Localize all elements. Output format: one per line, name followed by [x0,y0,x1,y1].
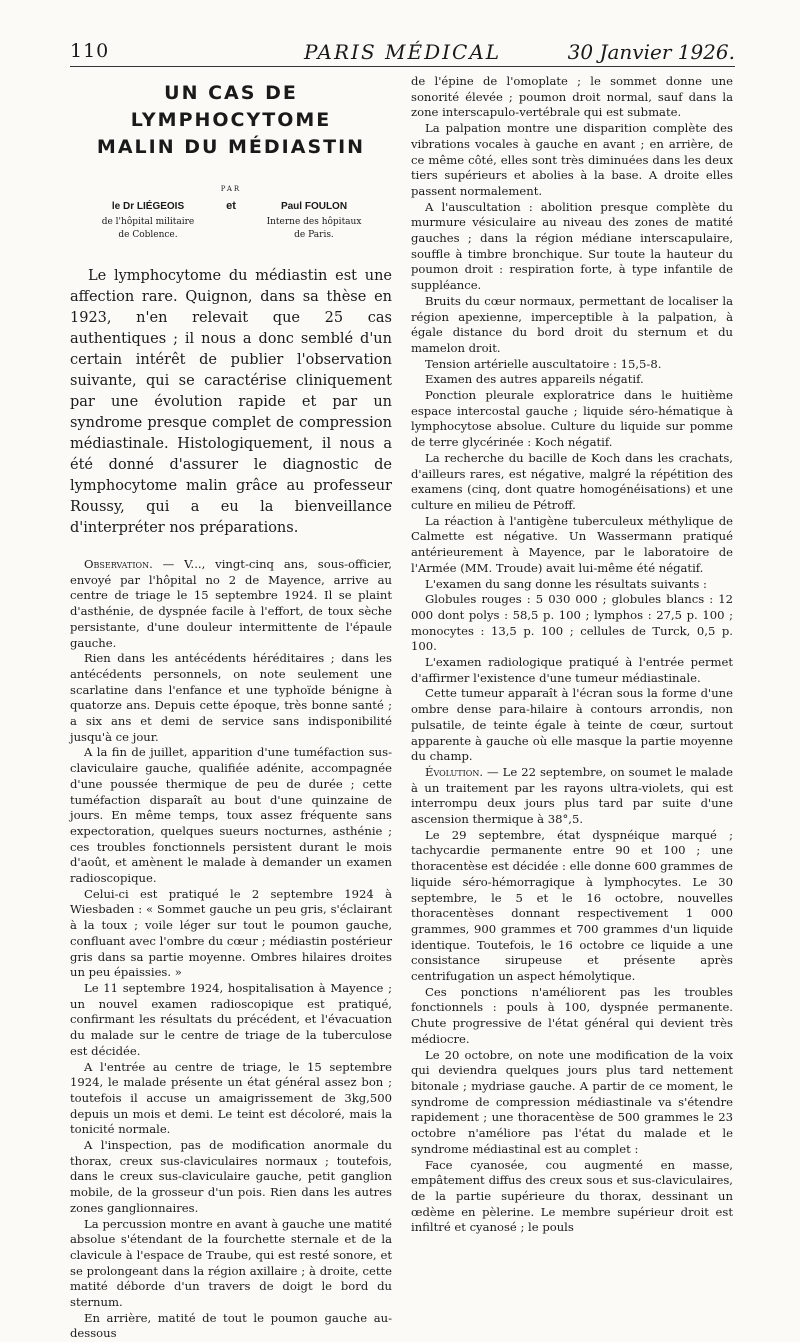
evolution-paragraph [411,765,733,828]
byline-par: PAR [220,185,242,193]
paragraph: L'examen radiologique pratiqué à l'entrée permet d'affirmer l'existence d'une tumeur médiastinale. [411,655,733,685]
paragraph: Globules rouges : 5 030 000 ; globules blancs : 12 000 dont polys : 58,5 p. 100 ; lymphos : 27,5 p. 100 ; monocytes : 13,5 p. 100 ; cellules de Turck, 0,5 p. 100. [411,592,733,654]
paragraph: La percussion montre en avant à gauche une matité absolue s'étendant de la fourchette sternale et de la clavicule à l'espace de Traube, qui est resté sonore, et se prolongeant dans la région axillaire ; à droite, cette matité déborde d'un travers de doigt le bord du sternum. [70,1216,392,1310]
observation-paragraph [70,557,392,651]
issue-date: 30 Janvier 1926. [567,40,735,64]
paragraph: En arrière, matité de tout le poumon gauche au-dessous [70,1310,392,1341]
paragraph: Tension artérielle auscultatoire : 15,5-8. [425,356,662,371]
paragraph: Examen des autres appareils négatif. [425,372,644,387]
authors [70,201,392,242]
paragraph: Face cyanosée, cou augmenté en masse, empâtement diffus des creux sous et sus-claviculaires, de la partie supérieure du thorax, dessinant un œdème en pèlerine. Le membre supérieur droit est infiltré et cyanosé ; le pouls [411,1157,733,1235]
paragraph: de l'épine de l'omoplate ; le sommet donne une sonorité élevée ; poumon droit normal, sauf dans la zone interscapulo-vertébrale qui est submate. [411,74,733,120]
paragraph: Ces ponctions n'améliorent pas les troubles fonctionnels : pouls à 100, dyspnée permanente. Chute progressive de l'état général qui devient très médiocre. [411,984,733,1046]
paragraph: A la fin de juillet, apparition d'une tuméfaction sus-claviculaire gauche, qualifiée adénite, accompagnée d'une poussée thermique de peu de durée ; cette tuméfaction disparaît au bout d'une quinzaine de jours. En même temps, toux assez fréquente sans expectoration, quelques sueurs nocturnes, asthénie ; ces troubles fonctionnels persistent durant le mois d'août, et amènent le malade à demander un examen radioscopique. [70,745,392,886]
authors-conjunction: et [226,200,236,212]
paragraph: Le 11 septembre 1924, hospitalisation à Mayence ; un nouvel examen radioscopique est pratiqué, confirmant les résultats du précédent, et l'évacuation du malade sur le centre de triage de la tuberculose est décidée. [70,980,392,1058]
paragraph: Ponction pleurale exploratrice dans le huitième espace intercostal gauche ; liquide séro-hématique à lymphocytose absolue. Culture du liquide sur pomme de terre glycérinée : Koch négatif. [411,388,733,450]
right-column [411,74,733,1236]
observation-text: — V..., vingt-cinq ans, sous-officier, envoyé par l'hôpital no 2 de Mayence, arrive au centre de triage le 15 septembre 1924. Il se plaint d'asthénie, de dyspnée facile à l'effort, de toux sèche persistante, d'une douleur intermittente de l'épaule gauche. [70,557,392,650]
observation-label: Observation. [84,557,153,571]
title-line-1: UN CAS DE LYMPHOCYTOME [130,82,332,131]
journal-title: PARIS MÉDICAL [303,40,502,64]
intro-paragraph: Le lymphocytome du médiastin est une affection rare. Quignon, dans sa thèse en 1923, n'en relevait que 25 cas authentiques ; il nous a donc semblé d'un certain intérêt de publier l'observation suivante, qui se caractérise cliniquement par une évolution rapide et par un syndrome presque complet de compression médiastinale. Histologiquement, il nous a été donné d'assurer le diagnostic de lymphocytome malin grâce au professeur Roussy, qui a eu la bienveillance d'interpréter nos préparations. [70,268,392,536]
paragraph: La palpation montre une disparition complète des vibrations vocales à gauche en avant ; en arrière, de ce même côté, elles sont très diminuées dans les deux tiers supérieurs et abolies à la base. A droite elles passent normalement. [411,121,733,198]
paragraph: La recherche du bacille de Koch dans les crachats, d'ailleurs rares, est négative, malgré la répétition des examens (cinq, dont quatre homogénéisations) et une culture en milieu de Pétroff. [411,450,733,512]
author-1-affiliation [88,216,208,242]
title-line-2: MALIN DU MÉDIASTIN [96,136,366,158]
paragraph: La réaction à l'antigène tuberculeux méthylique de Calmette est négative. Un Wassermann pratiqué antérieurement à Mayence, par le laboratoire de l'Armée (MM. Troude) avait lui-même été négatif. [411,513,733,575]
paragraph: Rien dans les antécédents héréditaires ; dans les antécédents personnels, on note seulement une scarlatine dans l'enfance et une typhoïde bénigne à quatorze ans. Depuis cette époque, très bonne santé ; a six ans et demi de service sans indisponibilité jusqu'à ce jour. [70,651,392,744]
author-1-aff-line-1: de l'hôpital militaire [101,217,195,227]
paragraph: L'examen du sang donne les résultats suivants : [425,576,707,591]
author-1-name: le Dr LIÉGEOIS [111,201,185,212]
paragraph: A l'inspection, pas de modification anormale du thorax, creux sus-claviculaires normaux ; toutefois, dans le creux sus-claviculaire gauche, petit ganglion mobile, de la grosseur d'un pois. Rien dans les autres zones ganglionnaires. [70,1138,392,1215]
header-rule [70,66,735,67]
author-2-aff-line-2: de Paris. [294,230,334,240]
paragraph: Le 20 octobre, on note une modification de la voix qui deviendra quelques jours plus tard nettement bitonale ; mydriase gauche. A partir de ce moment, le syndrome de compression médiastinale va s'étendre rapidement ; une thoracentèse de 500 grammes le 23 octobre n'améliore pas l'état du malade et le syndrome médiastinal est au complet : [411,1047,733,1156]
author-1-aff-line-2: de Coblence. [118,230,178,240]
article-title [70,80,392,161]
left-column [70,74,392,1342]
paragraph: Bruits du cœur normaux, permettant de localiser la région apexienne, imperceptible à la palpation, à égale distance du bord droit du sternum et du mamelon droit. [411,293,733,355]
page-number: 110 [70,40,110,62]
evolution-label: Évolution. [425,764,484,779]
paragraph: Celui-ci est pratiqué le 2 septembre 1924 à Wiesbaden : « Sommet gauche un peu gris, s'éclairant à la toux ; voile léger sur tout le poumon gauche, confluant avec l'ombre du cœur ; médiastin postérieur gris dans sa partie moyenne. Ombres hilaires droites un peu épaissies. » [70,886,392,980]
evolution-text: — Le 22 septembre, on soumet le malade à un traitement par les rayons ultra-violets, qui est interrompu deux jours plus tard par suite d'une ascension thermique à 38°,5. [411,764,733,827]
paragraph: Cette tumeur apparaît à l'écran sous la forme d'une ombre dense para-hilaire à contours arrondis, non pulsatile, de teinte égale à teinte de cœur, surtout apparente à gauche où elle masque la partie moyenne du champ. [411,686,733,764]
paragraph: A l'entrée au centre de triage, le 15 septembre 1924, le malade présente un état général assez bon ; toutefois il accuse un amaigrissement de 3kg,500 depuis un mois et demi. Le teint est décoloré, mais la tonicité normale. [70,1059,392,1137]
author-2-affiliation [254,216,374,242]
author-2-name: Paul FOULON [280,201,348,212]
paragraph: Le 29 septembre, état dyspnéique marqué ; tachycardie permanente entre 90 et 100 ; une thoracentèse est décidée : elle donne 600 grammes de liquide séro-hémorragique à lymphocytes. Le 30 septembre, le 5 et le 16 octobre, nouvelles thoracentèses donnant respectivement 1 000 grammes, 900 grammes et 700 grammes d'un liquide identique. Toutefois, le 16 octobre ce liquide a une consistance sirupeuse et présente après centrifugation un aspect hémolytique. [411,827,733,984]
author-2 [254,201,374,242]
paragraph: A l'auscultation : abolition presque complète du murmure vésiculaire au niveau des zones de matité gauches ; dans la région médiane interscapulaire, souffle à timbre bronchique. Sur toute la hauteur du poumon droit : respiration forte, à type infantile de suppléance. [411,199,733,293]
author-1 [88,201,208,242]
author-2-aff-line-1: Interne des hôpitaux [266,217,362,227]
